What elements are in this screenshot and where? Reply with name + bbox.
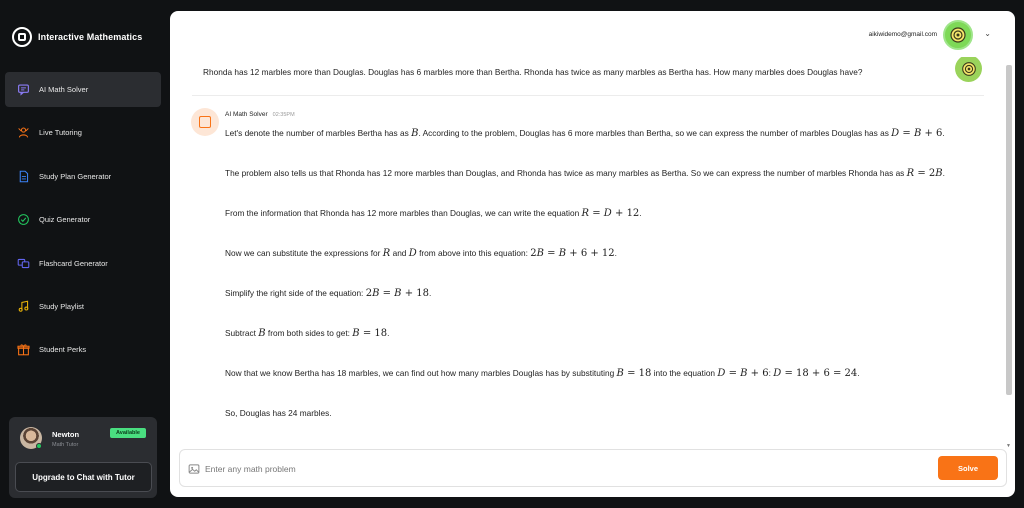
sidebar-item-study-playlist[interactable] [5,289,161,324]
brand[interactable] [12,27,142,47]
text: Now we can substitute the expressions for [225,248,381,258]
main-panel [170,11,1015,497]
sidebar-item-label: Quiz Generator [39,215,91,225]
text: Now that we know Bertha has 18 marbles, we can find out how many marbles Douglas has by substituting [225,368,615,378]
scroll-down-arrow-icon[interactable]: ▼ [1006,443,1011,449]
text: and [392,248,407,258]
solve-button[interactable]: Solve [938,456,998,480]
ai-paragraph: Subtract B from both sides to get: B = 18. [225,328,390,339]
topbar [170,11,1015,57]
text: . According to the problem, Douglas has 6 more marbles than Bertha, so we can express the number of marbles Douglas has as [418,128,889,138]
ai-paragraph: Simplify the right side of the equation: 2B = B + 18. [225,288,432,299]
sidebar-item-quiz-generator[interactable] [5,202,161,237]
ai-name: AI Math Solver [225,111,268,118]
ai-message-body [225,123,987,442]
snail-icon [948,25,968,45]
ai-square-icon [199,116,211,128]
user-message: Rhonda has 12 marbles more than Douglas. Douglas has 6 marbles more than Bertha. Rhonda has twice as many marbles as Bertha has. How many marbles does Douglas have? [203,67,863,77]
tutor-name: Newton [52,430,80,439]
ai-paragraph: The problem also tells us that Rhonda has 12 more marbles than Douglas, and Rhonda has twice as many marbles as Bertha. So we can express the number of marbles Rhonda has as R = 2B. [225,168,945,179]
brand-name: Interactive Mathematics [38,32,143,42]
cards-icon [16,256,30,270]
upgrade-button[interactable]: Upgrade to Chat with Tutor [15,462,152,492]
text: Simplify the right side of the equation: [225,288,364,298]
teacher-icon [16,126,30,140]
sidebar-item-flashcard-generator[interactable] [5,246,161,281]
ai-paragraph: Now we can substitute the expressions for R and D from above into this equation: 2B = B + 6 + 12. [225,248,617,259]
text: from above into this equation: [419,248,528,258]
brand-logo-icon [12,27,32,47]
chevron-down-icon[interactable]: ⌄ [984,29,991,38]
online-status-dot [36,443,42,449]
chat-area [170,57,1003,449]
text: From the information that Rhonda has 12 more marbles than Douglas, we can write the equation [225,208,580,218]
sidebar-item-label: Study Playlist [39,301,85,311]
tutor-role: Math Tutor [52,442,79,448]
scroll-thumb[interactable] [1006,65,1012,395]
image-upload-icon[interactable] [188,462,200,480]
text: The problem also tells us that Rhonda has 12 more marbles than Douglas, and Rhonda has twice as many marbles as Bertha. So we can express the number of marbles Rhonda has as [225,168,905,178]
sidebar-item-student-perks[interactable] [5,332,161,367]
ai-avatar [191,108,219,136]
ai-paragraph: From the information that Rhonda has 12 more marbles than Douglas, we can write the equation R = D + 12. [225,208,642,219]
sidebar-item-study-plan-generator[interactable] [5,159,161,194]
chat-icon [16,83,30,97]
user-avatar[interactable] [943,20,973,50]
sidebar-item-label: Flashcard Generator [39,258,108,268]
message-divider [192,95,984,96]
tutor-card [9,417,157,498]
math-problem-input[interactable] [205,460,805,477]
ai-paragraph: So, Douglas has 24 marbles. [225,408,332,418]
sidebar-nav [5,72,161,376]
sidebar [0,0,168,508]
gift-icon [16,343,30,357]
ai-time: 02:35PM [272,112,295,118]
ai-message-header [225,111,295,118]
sidebar-item-label: AI Math Solver [39,85,89,94]
text: into the equation [653,368,716,378]
check-circle-icon [16,213,30,227]
document-icon [16,169,30,183]
snail-icon [960,60,978,78]
sidebar-item-label: Student Perks [39,345,87,355]
user-email: aikiwidemo@gmail.com [868,31,937,38]
chat-scrollbar[interactable] [1006,57,1012,449]
status-badge: Available [110,428,146,438]
sidebar-item-live-tutoring[interactable] [5,115,161,150]
ai-paragraph: Now that we know Bertha has 18 marbles, we can find out how many marbles Douglas has by substituting B = 18 into the equation D = B + 6: D = 18 + 6 = 24. [225,368,860,379]
sidebar-item-label: Live Tutoring [39,128,82,138]
sidebar-item-label: Study Plan Generator [39,171,112,181]
user-message-avatar [955,57,982,82]
music-icon [16,299,30,313]
text: from both sides to get: [267,328,350,338]
ai-paragraph: Let's denote the number of marbles Bertha has as B. According to the problem, Douglas has 6 more marbles than Bertha, so we can express the number of marbles Douglas has as D = B + 6. [225,128,945,139]
input-bar [179,449,1007,487]
text: Subtract [225,328,256,338]
sidebar-item-ai-math-solver[interactable] [5,72,161,107]
text: Let's denote the number of marbles Bertha has as [225,128,409,138]
